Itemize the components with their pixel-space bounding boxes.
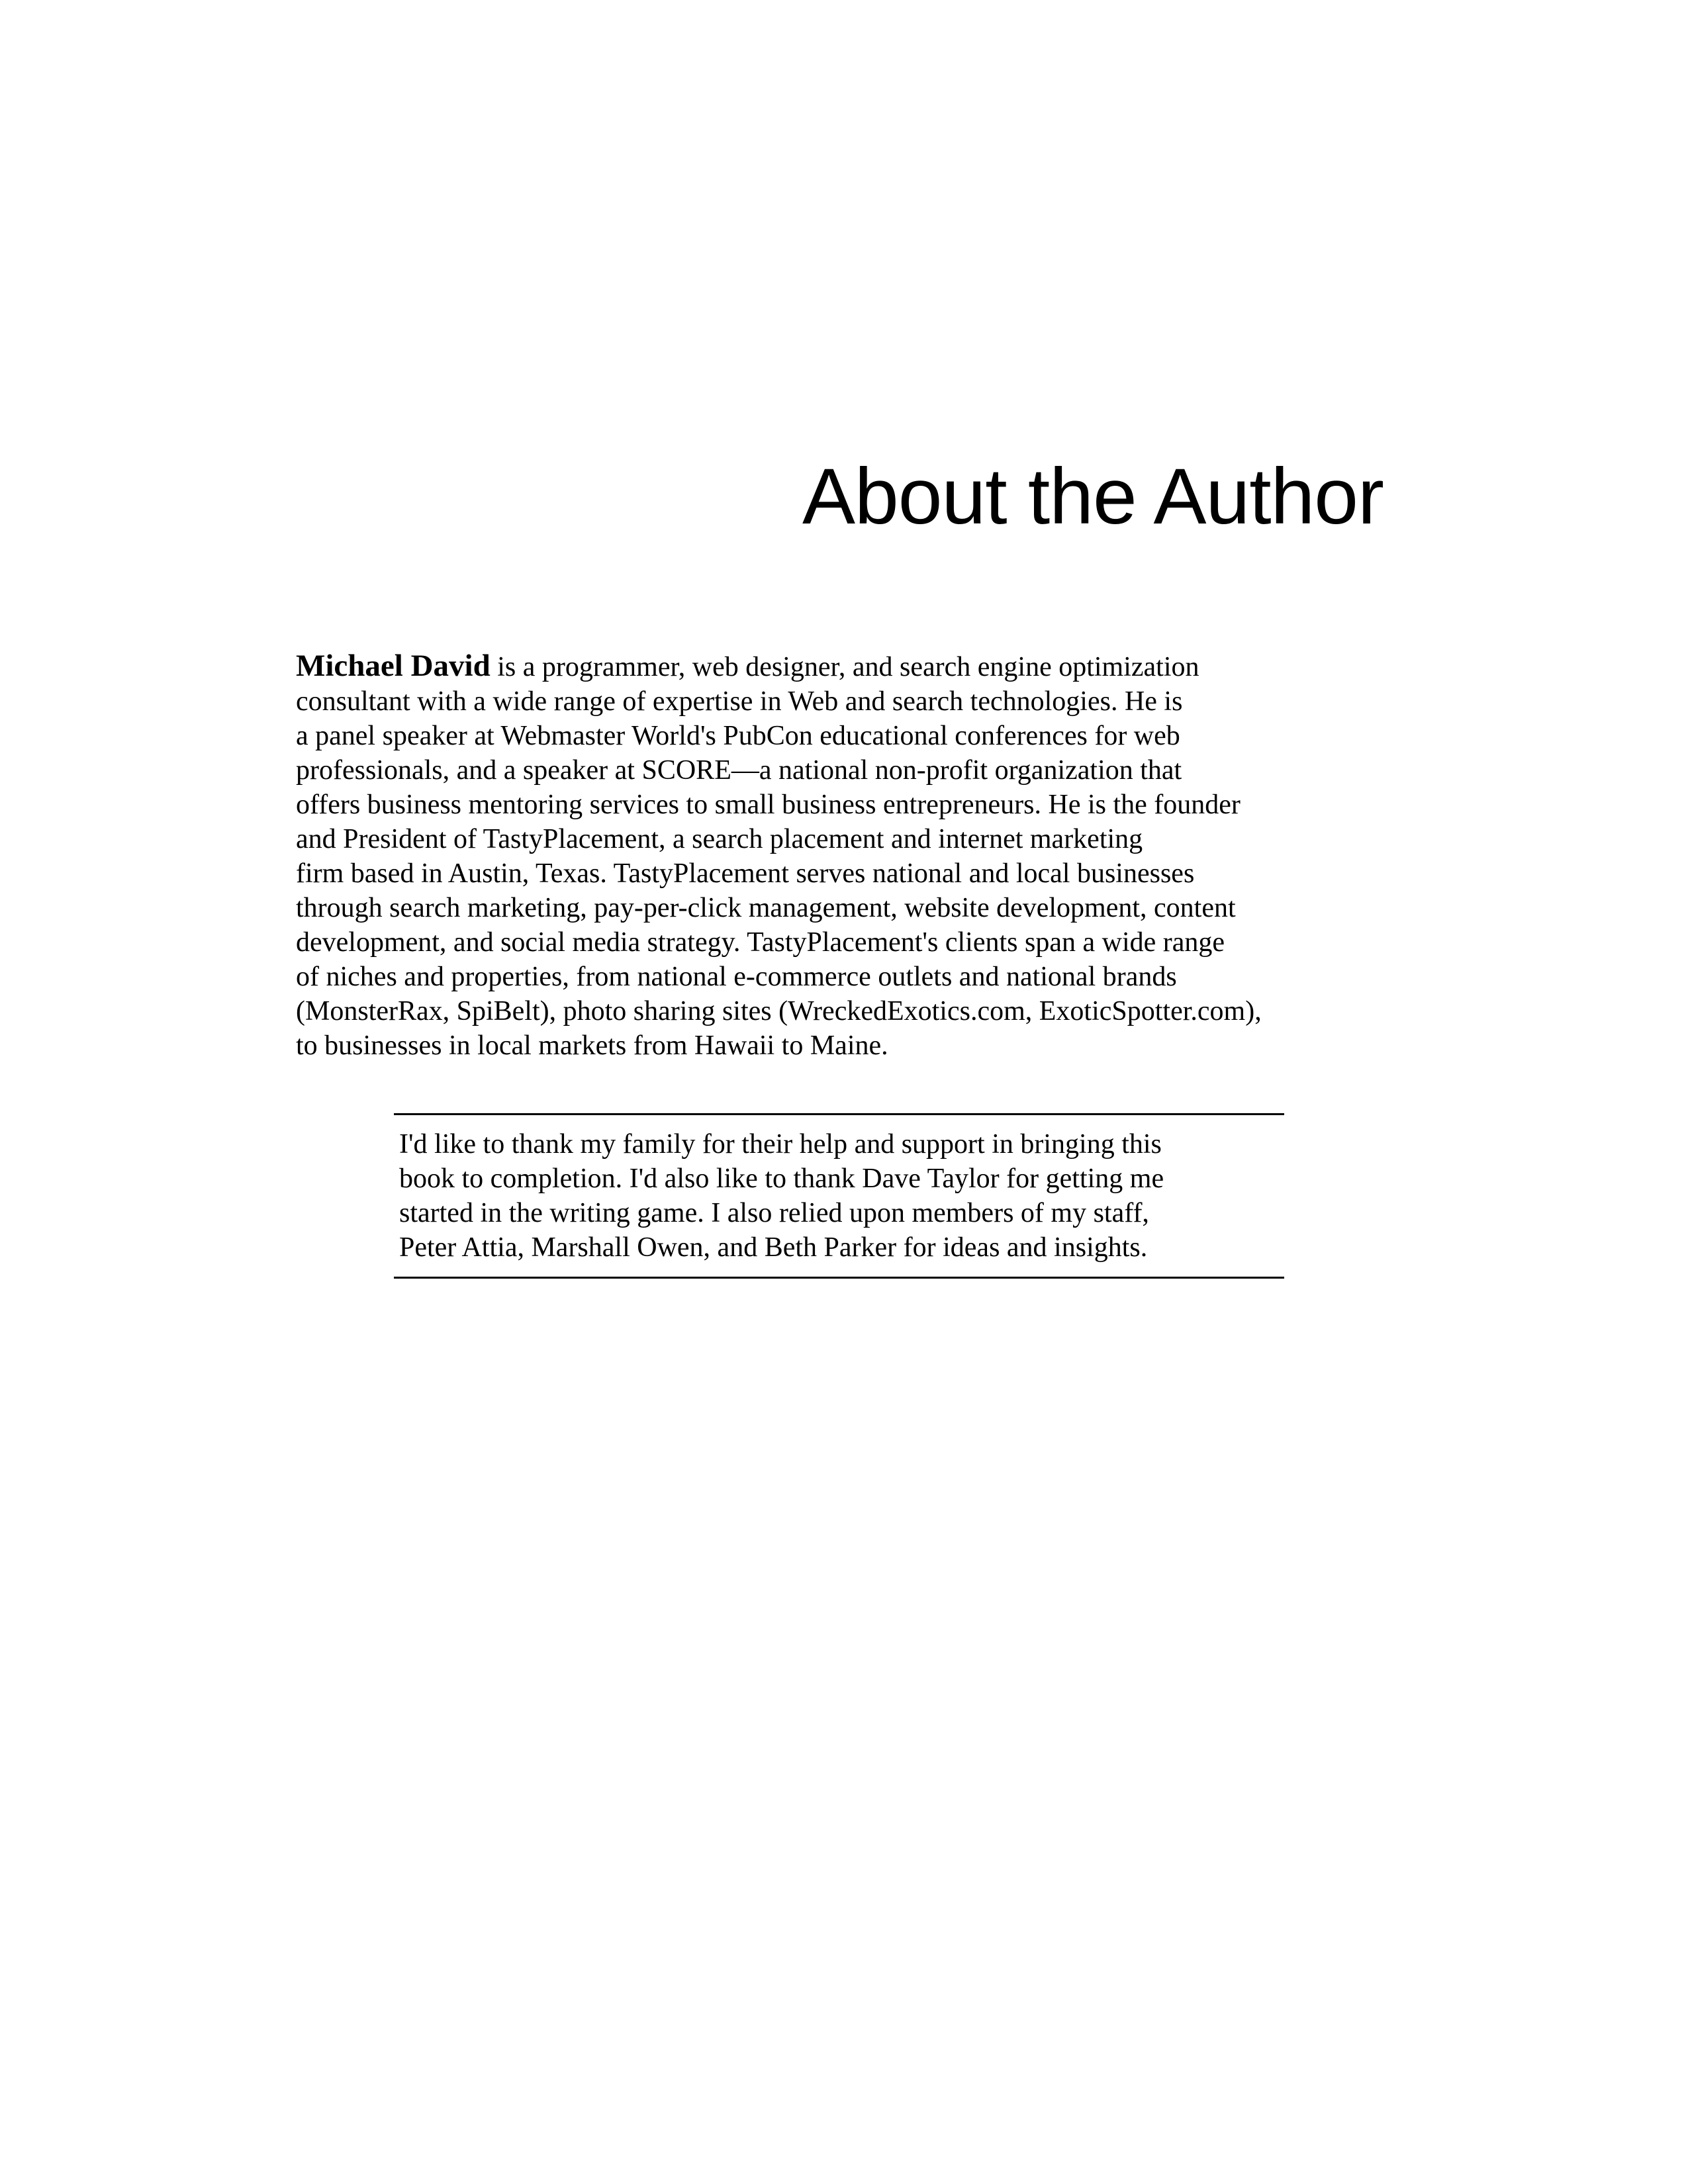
acknowledgement-line: book to completion. I'd also like to thank Dave Taylor for getting me	[399, 1163, 1164, 1194]
acknowledgement-box	[394, 1113, 1284, 1279]
bio-line: offers business mentoring services to small business entrepreneurs. He is the founder	[296, 790, 1241, 820]
bio-line: firm based in Austin, Texas. TastyPlacement serves national and local businesses	[296, 858, 1195, 889]
acknowledgement-line: Peter Attia, Marshall Owen, and Beth Parker for ideas and insights.	[399, 1232, 1148, 1263]
page-title: About the Author	[802, 452, 1383, 541]
bio-line: through search marketing, pay-per-click management, website development, content	[296, 893, 1236, 923]
bio-line: and President of TastyPlacement, a search placement and internet marketing	[296, 824, 1143, 854]
bio-line: (MonsterRax, SpiBelt), photo sharing sites (WreckedExotics.com, ExoticSpotter.com),	[296, 996, 1262, 1026]
author-bio	[296, 649, 1395, 1063]
acknowledgement-line: I'd like to thank my family for their help and support in bringing this	[399, 1129, 1162, 1160]
bio-line: a panel speaker at Webmaster World's PubCon educational conferences for web	[296, 721, 1180, 751]
author-name: Michael David	[296, 649, 491, 683]
acknowledgement-line: started in the writing game. I also relied upon members of my staff,	[399, 1198, 1149, 1228]
bio-line-text: is a programmer, web designer, and search engine optimization	[490, 652, 1199, 682]
bio-line: of niches and properties, from national e-commerce outlets and national brands	[296, 962, 1177, 992]
bio-line	[296, 649, 1395, 684]
bio-line: professionals, and a speaker at SCORE—a national non-profit organization that	[296, 755, 1182, 786]
bio-line: to businesses in local markets from Hawaii to Maine.	[296, 1030, 888, 1061]
bio-line: consultant with a wide range of expertise in Web and search technologies. He is	[296, 686, 1183, 717]
bio-line: development, and social media strategy. TastyPlacement's clients span a wide range	[296, 927, 1225, 958]
